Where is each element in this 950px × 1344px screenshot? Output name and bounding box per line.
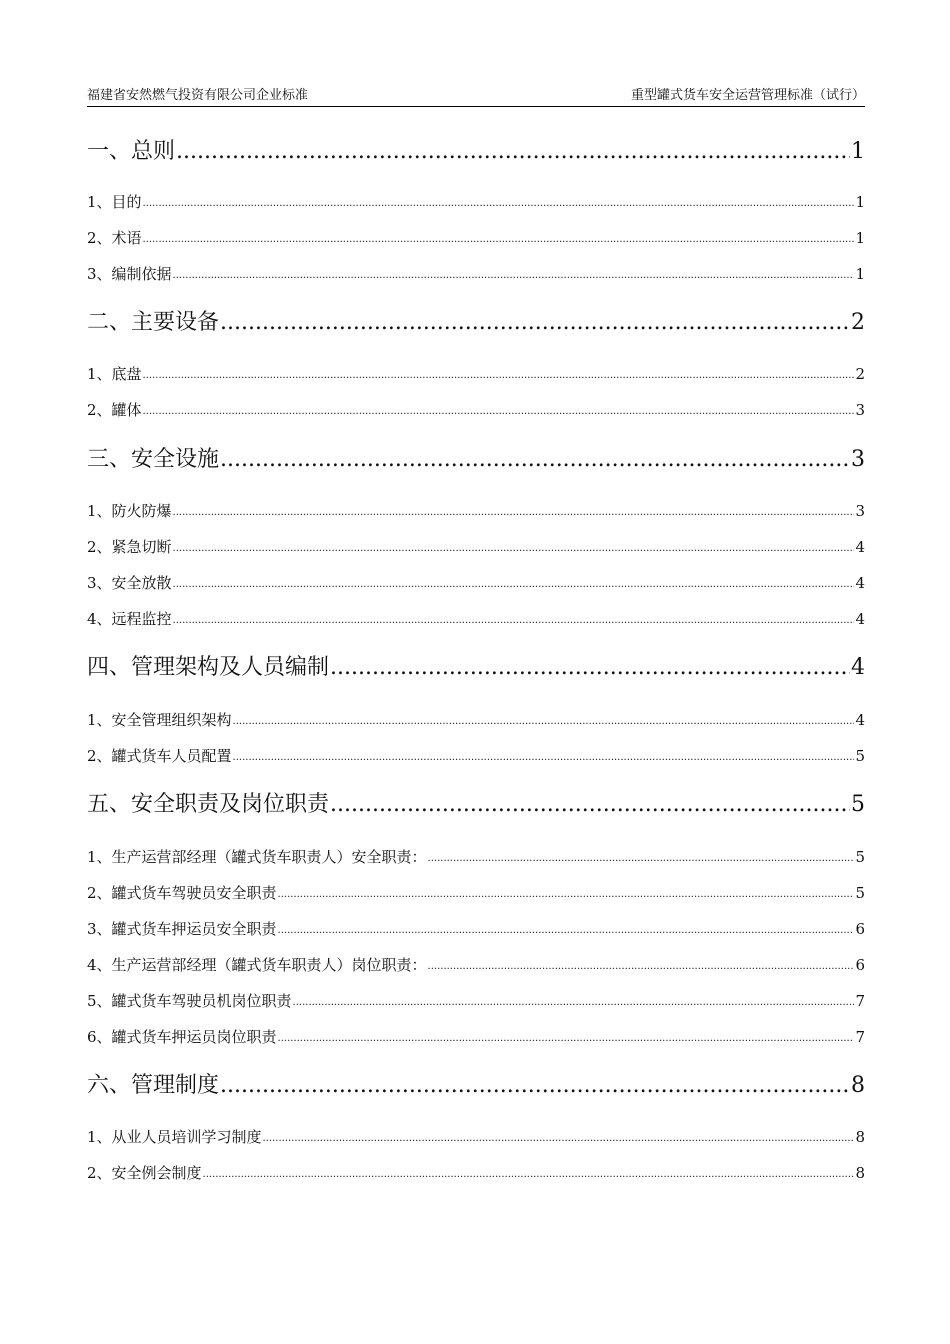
toc-page-number: 8 bbox=[855, 1128, 865, 1146]
toc-dot-leader bbox=[203, 1166, 855, 1184]
toc-entry-title: 1、从业人员培训学习制度 bbox=[87, 1128, 262, 1146]
toc-page-number: 5 bbox=[855, 884, 865, 902]
toc-page-number: 2 bbox=[851, 310, 865, 335]
toc-dot-leader bbox=[278, 886, 855, 904]
toc-chapter-entry[interactable] bbox=[87, 1071, 865, 1101]
toc-section-entry[interactable] bbox=[87, 745, 865, 767]
toc-section-entry[interactable] bbox=[87, 263, 865, 285]
toc-dot-leader bbox=[176, 137, 850, 167]
toc-entry-title: 3、罐式货车押运员安全职责 bbox=[87, 920, 277, 938]
toc-dot-leader bbox=[143, 231, 855, 249]
toc-section-entry[interactable] bbox=[87, 709, 865, 731]
toc-dot-leader bbox=[143, 367, 855, 385]
toc-section-entry[interactable] bbox=[87, 227, 865, 249]
toc-dot-leader bbox=[173, 504, 855, 522]
toc-entry-title: 1、目的 bbox=[87, 193, 142, 211]
toc-section-entry[interactable] bbox=[87, 846, 865, 868]
header-document-title: 重型罐式货车安全运营管理标准（试行） bbox=[630, 88, 865, 103]
toc-entry-title: 5、罐式货车驾驶员机岗位职责 bbox=[87, 992, 292, 1010]
toc-section-entry[interactable] bbox=[87, 918, 865, 940]
toc-dot-leader bbox=[293, 994, 855, 1012]
toc-dot-leader bbox=[220, 1071, 850, 1101]
toc-entry-title: 2、罐式货车人员配置 bbox=[87, 747, 232, 765]
toc-dot-leader bbox=[173, 612, 855, 630]
toc-page-number: 3 bbox=[855, 502, 865, 520]
toc-section-entry[interactable] bbox=[87, 1026, 865, 1048]
toc-entry-title: 2、紧急切断 bbox=[87, 538, 172, 556]
toc-dot-leader bbox=[143, 195, 855, 213]
toc-chapter-entry[interactable] bbox=[87, 653, 865, 683]
toc-section-entry[interactable] bbox=[87, 608, 865, 630]
toc-dot-leader bbox=[173, 540, 855, 558]
toc-dot-leader bbox=[278, 922, 855, 940]
toc-section-entry[interactable] bbox=[87, 882, 865, 904]
toc-entry-title: 五、安全职责及岗位职责 bbox=[87, 792, 330, 817]
toc-dot-leader bbox=[233, 713, 855, 731]
toc-dot-leader bbox=[173, 267, 855, 285]
toc-dot-leader bbox=[143, 403, 855, 421]
toc-dot-leader bbox=[220, 308, 850, 338]
toc-entry-title: 4、生产运营部经理（罐式货车职责人）岗位职责： bbox=[87, 956, 427, 974]
toc-dot-leader bbox=[263, 1130, 855, 1148]
page-header bbox=[87, 88, 865, 107]
toc-dot-leader bbox=[428, 958, 855, 976]
toc-page-number: 5 bbox=[855, 848, 865, 866]
toc-page-number: 8 bbox=[855, 1164, 865, 1182]
toc-section-entry[interactable] bbox=[87, 399, 865, 421]
toc-entry-title: 1、安全管理组织架构 bbox=[87, 711, 232, 729]
toc-page-number: 4 bbox=[855, 711, 865, 729]
toc-dot-leader bbox=[428, 850, 855, 868]
toc-entry-title: 2、罐体 bbox=[87, 401, 142, 419]
toc-chapter-entry[interactable] bbox=[87, 137, 865, 167]
toc-page-number: 1 bbox=[855, 265, 865, 283]
toc-section-entry[interactable] bbox=[87, 1162, 865, 1184]
toc-entry-title: 1、底盘 bbox=[87, 365, 142, 383]
toc-entry-title: 1、生产运营部经理（罐式货车职责人）安全职责： bbox=[87, 848, 427, 866]
toc-page-number: 3 bbox=[855, 401, 865, 419]
toc-page-number: 6 bbox=[855, 920, 865, 938]
toc-section-entry[interactable] bbox=[87, 536, 865, 558]
toc-page-number: 7 bbox=[855, 992, 865, 1010]
toc-dot-leader bbox=[330, 790, 850, 820]
header-company: 福建省安然燃气投资有限公司企业标准 bbox=[87, 88, 309, 103]
toc-section-entry[interactable] bbox=[87, 191, 865, 213]
toc-page-number: 3 bbox=[851, 447, 865, 472]
toc-page-number: 1 bbox=[851, 139, 865, 164]
toc-dot-leader bbox=[278, 1030, 855, 1048]
toc-chapter-entry[interactable] bbox=[87, 445, 865, 475]
toc-entry-title: 四、管理架构及人员编制 bbox=[87, 655, 330, 680]
toc-page-number: 1 bbox=[855, 229, 865, 247]
toc-page-number: 6 bbox=[855, 956, 865, 974]
toc-page-number: 2 bbox=[855, 365, 865, 383]
toc-entry-title: 2、罐式货车驾驶员安全职责 bbox=[87, 884, 277, 902]
toc-dot-leader bbox=[233, 749, 855, 767]
toc-page-number: 8 bbox=[851, 1073, 865, 1098]
toc-entry-title: 2、安全例会制度 bbox=[87, 1164, 202, 1182]
toc-entry-title: 三、安全设施 bbox=[87, 447, 220, 472]
toc-entry-title: 4、远程监控 bbox=[87, 610, 172, 628]
toc-section-entry[interactable] bbox=[87, 363, 865, 385]
toc-chapter-entry[interactable] bbox=[87, 790, 865, 820]
toc-page-number: 4 bbox=[851, 655, 865, 680]
toc-section-entry[interactable] bbox=[87, 500, 865, 522]
toc-entry-title: 1、防火防爆 bbox=[87, 502, 172, 520]
toc-section-entry[interactable] bbox=[87, 572, 865, 594]
toc-dot-leader bbox=[330, 653, 850, 683]
toc-section-entry[interactable] bbox=[87, 990, 865, 1012]
toc-section-entry[interactable] bbox=[87, 1126, 865, 1148]
toc-page-number: 1 bbox=[855, 193, 865, 211]
toc-page-number: 5 bbox=[855, 747, 865, 765]
toc-section-entry[interactable] bbox=[87, 954, 865, 976]
toc-chapter-entry[interactable] bbox=[87, 308, 865, 338]
toc-entry-title: 六、管理制度 bbox=[87, 1073, 220, 1098]
toc-page-number: 7 bbox=[855, 1028, 865, 1046]
toc-entry-title: 二、主要设备 bbox=[87, 310, 220, 335]
toc-page-number: 4 bbox=[855, 574, 865, 592]
toc-page-number: 5 bbox=[851, 792, 865, 817]
toc-entry-title: 2、术语 bbox=[87, 229, 142, 247]
toc-entry-title: 3、编制依据 bbox=[87, 265, 172, 283]
toc-page-number: 4 bbox=[855, 610, 865, 628]
toc-entry-title: 一、总则 bbox=[87, 139, 176, 164]
toc-page-number: 4 bbox=[855, 538, 865, 556]
toc-dot-leader bbox=[173, 576, 855, 594]
toc-entry-title: 3、安全放散 bbox=[87, 574, 172, 592]
toc-entry-title: 6、罐式货车押运员岗位职责 bbox=[87, 1028, 277, 1046]
toc-dot-leader bbox=[220, 445, 850, 475]
